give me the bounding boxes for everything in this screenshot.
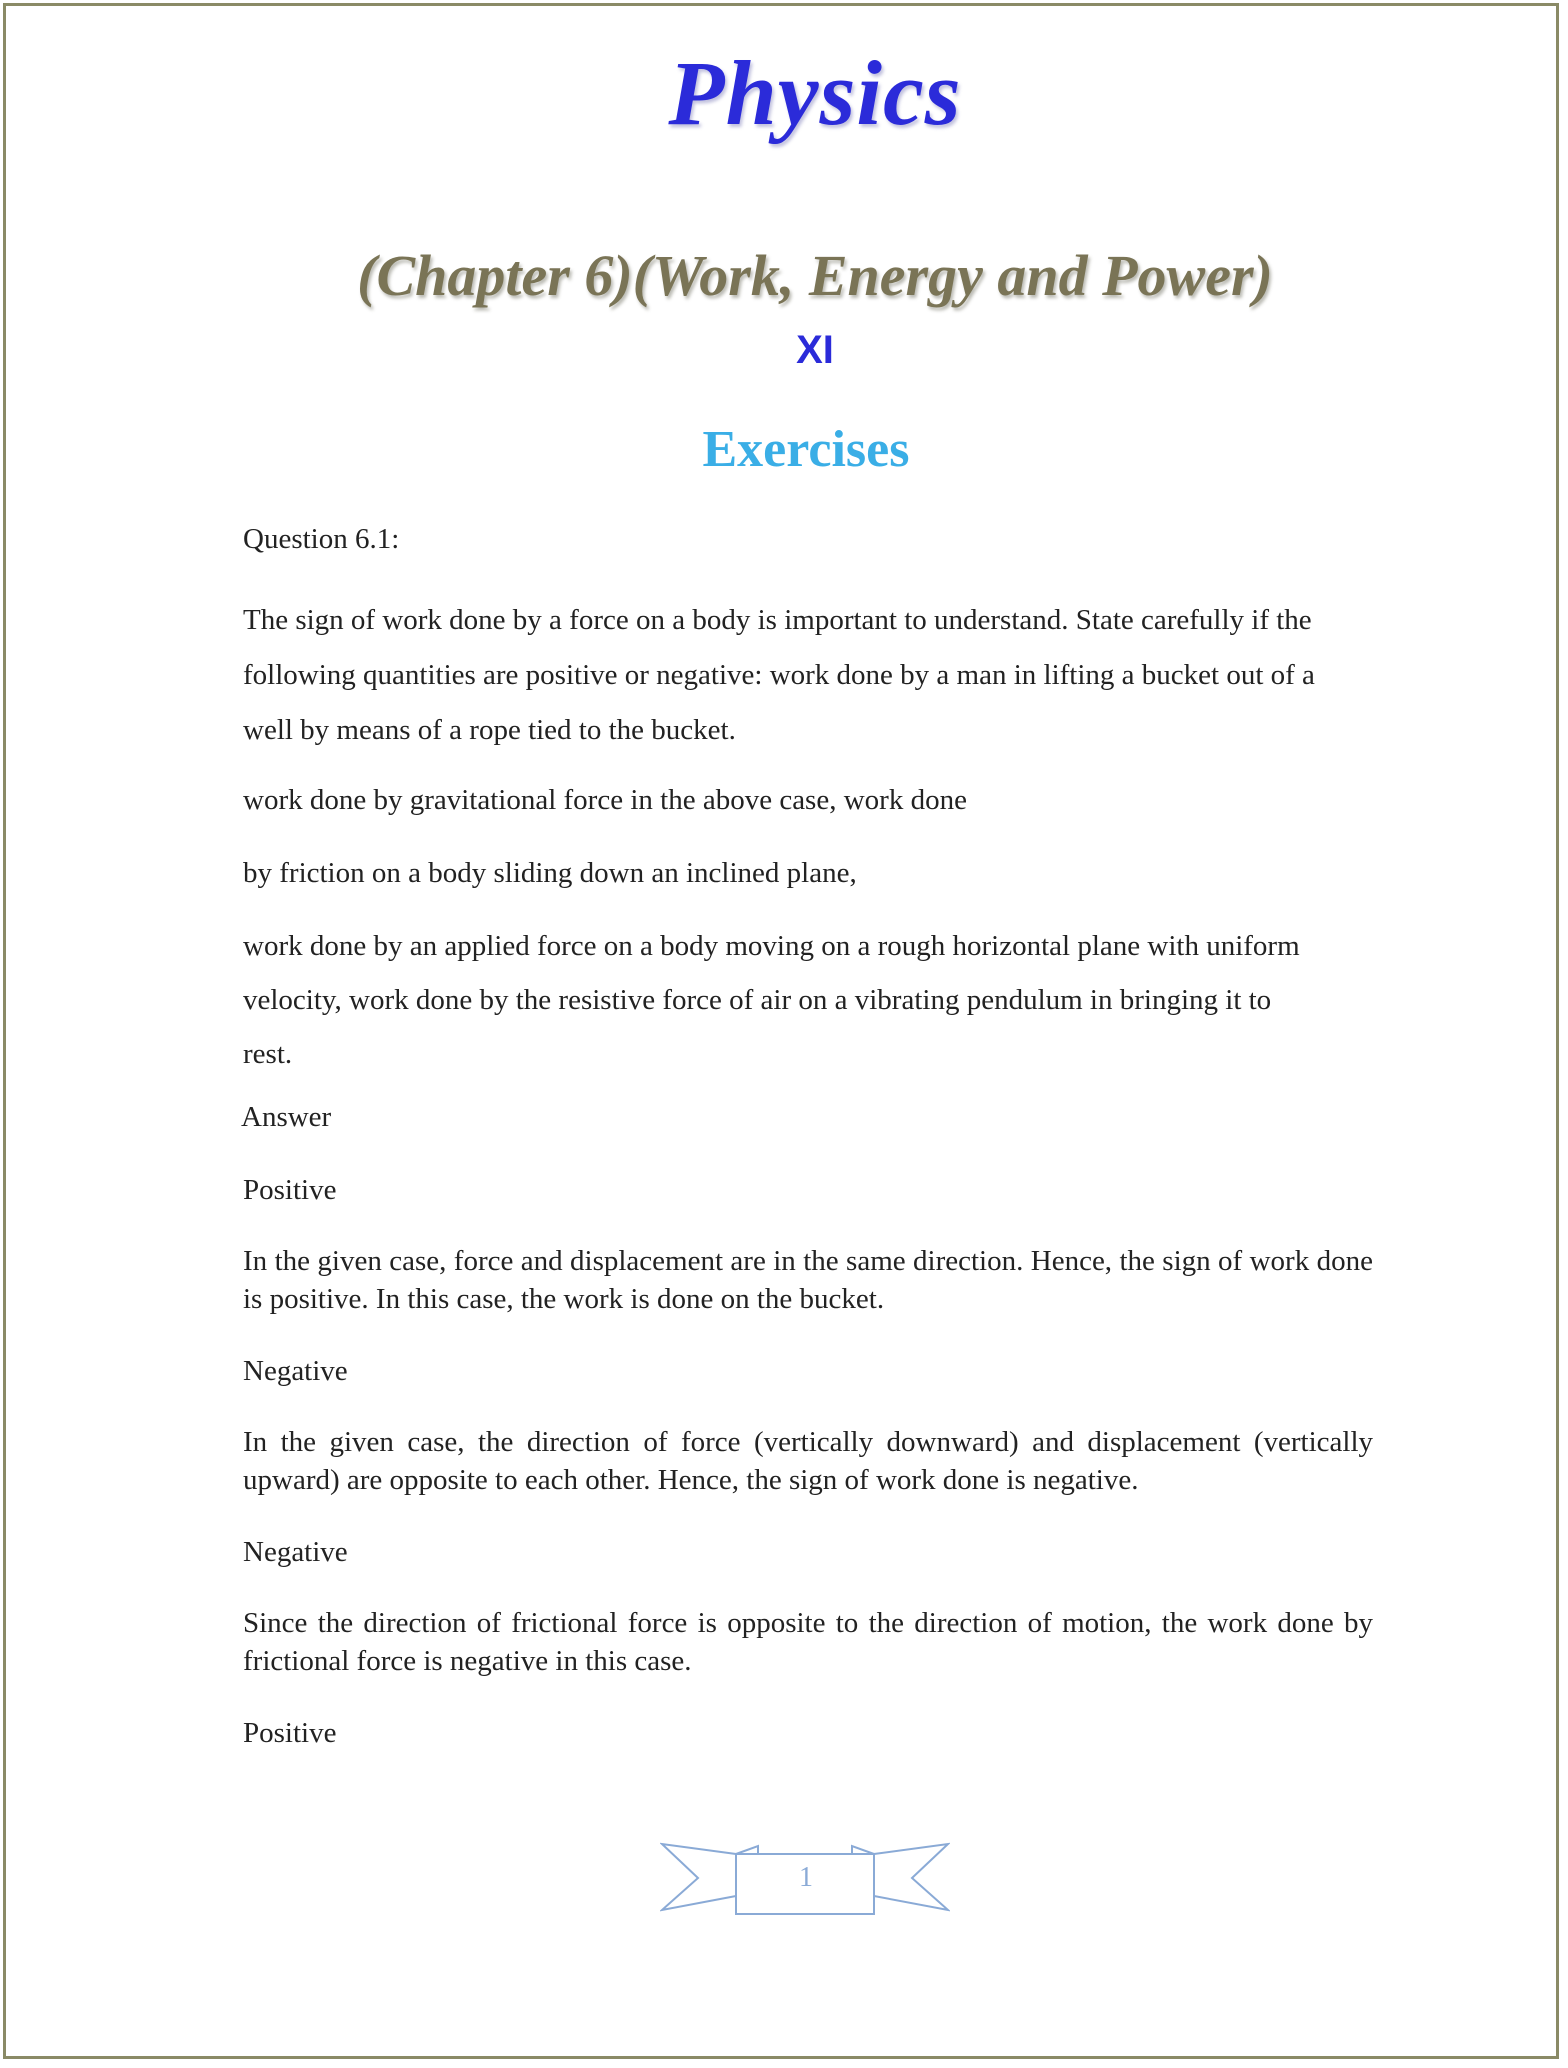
answer-label: Answer — [241, 1101, 332, 1133]
answer-part-text: In the given case, the direction of force (vertically downward) and displacement (vertically upward) are opposite to each other. Hence, the sign of work done is negative. — [243, 1426, 1373, 1496]
grade-label: XI — [796, 328, 834, 372]
document-title: Physics — [668, 42, 962, 144]
question-text: The sign of work done by a force on a body is important to understand. State carefully if the following quantities are positive or negative: work done by a man in lifting a bucket out of a well by means of a rope tied to the bucket. — [243, 604, 1315, 746]
question-text-2: work done by an applied force on a body moving on a rough horizontal plane with uniform velocity, work done by the resistive force of air on a vibrating pendulum in bringing it to rest. — [243, 930, 1300, 1070]
page-number: 1 — [799, 1862, 813, 1893]
content-body — [243, 518, 1373, 1785]
answer-part-head: Negative — [243, 1355, 348, 1387]
chapter-heading: (Chapter 6)(Work, Energy and Power) — [357, 243, 1273, 308]
section-heading: Exercises — [702, 421, 910, 478]
answer-part-head: Negative — [243, 1536, 348, 1568]
question-line-1: work done by gravitational force in the above case, work done — [243, 784, 967, 816]
answer-part-text: In the given case, force and displacement are in the same direction. Hence, the sign of work done is positive. In this case, the work is done on the bucket. — [243, 1245, 1373, 1315]
question-label: Question 6.1: — [243, 523, 400, 555]
question-line-2: by friction on a body sliding down an inclined plane, — [243, 857, 857, 889]
answer-part-head: Positive — [243, 1717, 337, 1749]
answer-part-head: Positive — [243, 1174, 337, 1206]
answer-part-text: Since the direction of frictional force is opposite to the direction of motion, the work done by frictional force is negative in this case. — [243, 1607, 1373, 1677]
